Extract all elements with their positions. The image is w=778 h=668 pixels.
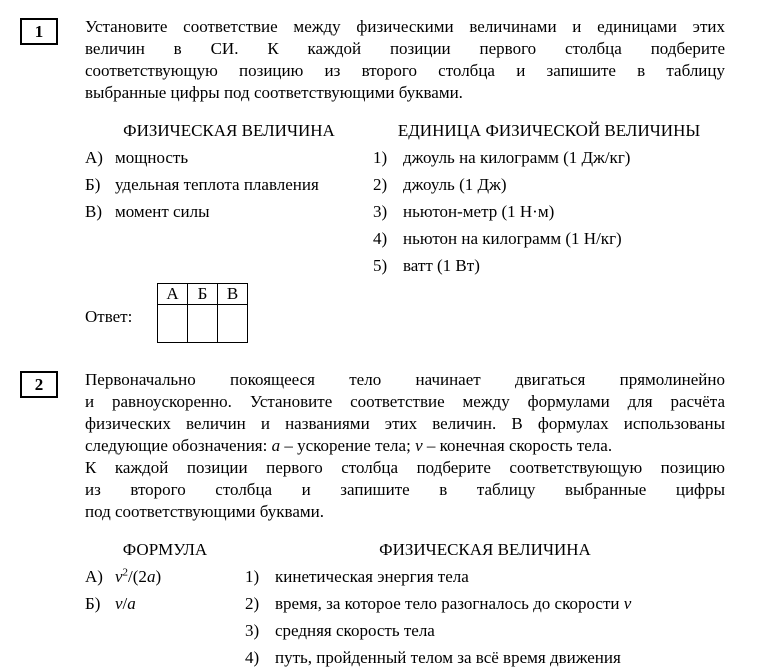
list-item [85, 144, 373, 171]
item-text: мощность [115, 148, 189, 167]
task-1-matching-columns [85, 144, 725, 279]
task-2-left-column-header: ФОРМУЛА [122, 540, 208, 559]
task-2-statement [85, 369, 725, 523]
statement-line: и равноускоренно. Установите соответствие между формулами для расчёта [85, 392, 725, 411]
statement-line: К каждой позиции первого столбца подберите соответствующую позицию [85, 458, 725, 477]
task-2-content [85, 369, 725, 668]
item-label: 1) [245, 567, 260, 586]
list-item [85, 171, 373, 198]
list-item [373, 144, 725, 171]
variable-v: v [115, 567, 123, 586]
item-label: В) [85, 202, 102, 221]
task-2-matching-columns [85, 563, 725, 668]
statement-line: выбранные цифры под соответствующими буквами. [85, 83, 463, 102]
item-text [275, 644, 621, 668]
item-label: А) [85, 148, 103, 167]
item-text: момент силы [115, 202, 210, 221]
statement-line: физических величин и названиями этих величин. В формулах использованы [85, 414, 725, 433]
answer-header-v: В [218, 284, 248, 305]
item-label: 2) [373, 175, 388, 194]
statement-line: под соответствующими буквами. [85, 502, 324, 521]
item-text: ньютон-метр (1 Н·м) [403, 202, 555, 221]
item-text-main: кинетическая энергия тела [275, 567, 469, 586]
task-2-number-box: 2 [20, 371, 58, 398]
task-1-left-list [85, 144, 373, 279]
exponent: 2 [122, 566, 129, 579]
answer-table-header-row [158, 284, 248, 305]
item-text [275, 563, 469, 590]
task-2-column-headers [85, 539, 725, 561]
formula-fragment: / [122, 594, 128, 613]
statement-line [85, 435, 725, 457]
item-text [275, 617, 435, 644]
formula-fragment: ) [155, 567, 162, 586]
statement-line: соответствующую позицию из второго столбца и запишите в таблицу [85, 61, 725, 80]
answer-cell-b[interactable] [188, 305, 218, 343]
list-item [373, 225, 725, 252]
item-text: джоуль (1 Дж) [403, 175, 507, 194]
formula-fragment: /(2 [128, 567, 147, 586]
task-2 [20, 369, 778, 668]
variable-v: v [415, 436, 423, 455]
task-1-right-list [373, 144, 725, 279]
formula-item [85, 590, 245, 617]
item-label: 2) [245, 594, 260, 613]
statement-line: из второго столбца и запишите в таблицу выбранные цифры [85, 480, 725, 499]
item-label: 1) [373, 148, 388, 167]
item-label: 3) [373, 202, 388, 221]
answer-cell-v[interactable] [218, 305, 248, 343]
formula-item [85, 563, 245, 590]
task-1 [20, 16, 778, 343]
item-text-main: путь, пройденный телом за всё время движения [275, 648, 621, 667]
item-text-main: средняя скорость тела [275, 621, 435, 640]
formula [115, 590, 136, 617]
item-text: ньютон на килограмм (1 Н/кг) [403, 229, 622, 248]
statement-line: Установите соответствие между физическими величинами и единицами этих [85, 17, 725, 36]
variable-a: a [271, 436, 281, 455]
statement-fragment: следующие обозначения: [85, 436, 272, 455]
answer-header-a: А [158, 284, 188, 305]
item-label: А) [85, 567, 103, 586]
item-label: 5) [373, 256, 388, 275]
statement-fragment: – ускорение тела; [280, 436, 416, 455]
item-label: Б) [85, 175, 101, 194]
item-label: 3) [245, 621, 260, 640]
item-text: ватт (1 Вт) [403, 256, 480, 275]
statement-line: Первоначально покоящееся тело начинает двигаться прямолинейно [85, 370, 725, 389]
task-1-content [85, 16, 725, 343]
list-item [373, 198, 725, 225]
list-item [85, 198, 373, 225]
list-item [373, 252, 725, 279]
task-1-right-column-header: ЕДИНИЦА ФИЗИЧЕСКОЙ ВЕЛИЧИНЫ [397, 121, 701, 140]
item-label: Б) [85, 594, 101, 613]
variable-v: v [115, 594, 123, 613]
list-item [245, 563, 725, 590]
answer-label: Ответ: [85, 307, 133, 326]
answer-table [157, 283, 248, 343]
task-1-column-headers [85, 120, 725, 142]
variable-v: v [623, 594, 632, 613]
variable-a: a [127, 594, 136, 613]
task-1-left-column-header: ФИЗИЧЕСКАЯ ВЕЛИЧИНА [123, 121, 335, 140]
statement-line: величин в СИ. К каждой позиции первого столбца подберите [85, 39, 725, 58]
task-1-answer-section [85, 283, 725, 343]
item-text-main: время, за которое тело разогналось до скорости [275, 594, 624, 613]
task-2-right-column-header: ФИЗИЧЕСКАЯ ВЕЛИЧИНА [379, 540, 591, 559]
list-item [245, 644, 725, 668]
item-label: 4) [245, 648, 260, 667]
statement-fragment: – конечная скорость тела. [422, 436, 613, 455]
task-1-number-box: 1 [20, 18, 58, 45]
task-1-statement [85, 16, 725, 104]
task-2-formula-list [85, 563, 245, 668]
answer-cell-a[interactable] [158, 305, 188, 343]
variable-a: a [146, 567, 156, 586]
formula [115, 563, 161, 590]
list-item [373, 171, 725, 198]
answer-header-b: Б [188, 284, 218, 305]
item-text: джоуль на килограмм (1 Дж/кг) [403, 148, 631, 167]
item-text: удельная теплота плавления [115, 175, 319, 194]
list-item [245, 617, 725, 644]
answer-table-input-row [158, 305, 248, 343]
item-label: 4) [373, 229, 388, 248]
task-2-right-list [245, 563, 725, 668]
item-text [275, 590, 631, 617]
list-item [245, 590, 725, 617]
